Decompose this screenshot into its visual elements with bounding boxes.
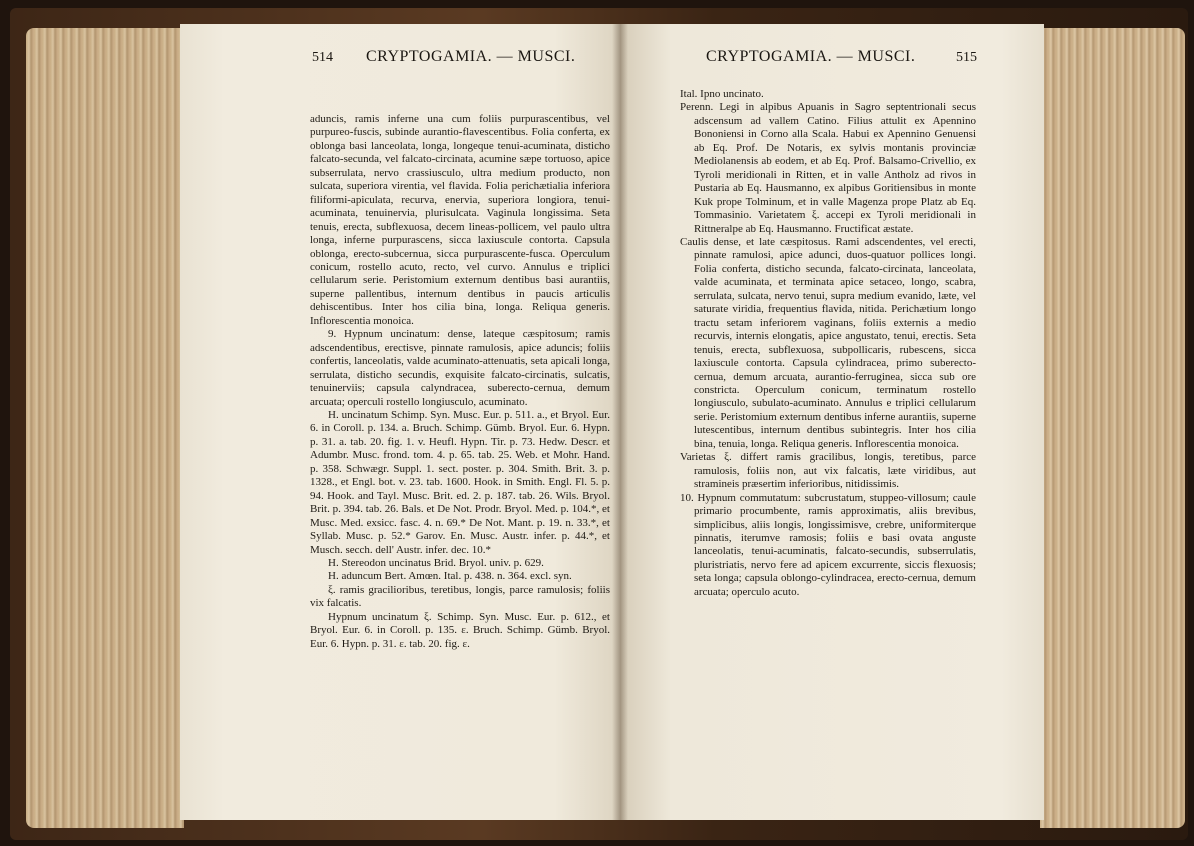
right-running-head: CRYPTOGAMIA. — MUSCI. [706, 48, 916, 65]
left-paragraph-4: H. Stereodon uncinatus Brid. Bryol. univ. p. 629. [328, 556, 544, 569]
left-paragraph-7: Hypnum uncinatum ξ. Schimp. Syn. Musc. Eur. p. 612., et Bryol. Eur. 6. in Coroll. p. 135. ε. Bruch. Schimp. Gümb. Bryol. Eur. 6. Hypn. p. 31. ε. tab. 20. fig. ε. [310, 610, 610, 650]
right-paragraph-3: Caulis dense, et late cæspitosus. Rami adscendentes, vel erecti, pinnate ramulosi, apice adunci, duos-quatuor pollices longi. Folia conferta, disticho secunda, falcato-circinata, lanceolata, valde acuminata, et terminata apice setaceo, longo, scabra, serrulata, sulcata, nervo tenui, supra medium evanido, læte, vel saturate viridia, frequentius flavida, nitida. Perichætium longo tractu setam inferiorem vaginans, foliis externis a medio recurvis, internis elongatis, apice angustato, tenui, erectis. Seta tenuis, erecta, subflexuosa, subpollicaris, rubescens, sicca laxiuscule contorta. Capsula cylindracea, primo suberecto-cernua, demum arcuata, aurantio-ferruginea, sicca sub ore constricta. Operculum conicum, terminatum rostello longiusculo, subulato-acuminato. Annulus e triplici cellularum serie. Peristomium externum dentibus inferne aurantiis, superne lutescentibus, internum dentibus subintegris. Inter hos cilia bina, tenuia, longa. Reliqua generis. Inflorescentia monoica. [680, 235, 976, 450]
left-paragraph-2: 9. Hypnum uncinatum: dense, lateque cæspitosum; ramis adscendentibus, erectisve, pinnate ramulosis, apice aduncis; foliis confertis, lanceolatis, valde acuminato-attenuatis, seta apicali longa, serrulata, disticho secundis, exquisite falcato-circinatis, sulcatis, tenuinerviis; capsula calyndracea, suberecto-cernua, demum arcuata; operculi rostello longiusculo, acuminato. [310, 328, 610, 408]
right-paragraph-2: Perenn. Legi in alpibus Apuanis in Sagro septentrionali secus adscensum ad vallem Catino. Filius attulit ex Apennino Bononiensi in Corno alla Scala. Habui ex Apennino Genuensi ab Eq. Prof. De Notaris, ex sylvis montanis provinciæ Mediolanensis ab eodem, et ab Eq. Prof. Balsamo-Crivellio, ex Tyroli meridionali in Ritten, et in valle Antholz ad rivos in Pustaria ab Eq. Hausmanno, ex alpibus Goritiensibus in monte Kuk prope Tolminum, et in valle Magenza prope Platz ab Eq. Tommasinio. Varietatem ξ. accepi ex Tyroli meridionali in Rittneralpe ab Eq. Hausmanno. Fructificat æstate. [680, 101, 976, 235]
book-gutter [612, 24, 628, 820]
right-paragraph-1: Ital. Ipno uncinato. [680, 88, 764, 100]
left-paragraph-6: ξ. ramis gracilioribus, teretibus, longis, parce ramulosis; foliis vix falcatis. [310, 583, 610, 610]
right-page-number: 515 [956, 50, 977, 65]
left-paragraph-5: H. aduncum Bert. Amœn. Ital. p. 438. n. 364. excl. syn. [328, 570, 572, 583]
left-paragraph-1: aduncis, ramis inferne una cum foliis purpurascentibus, vel purpureo-fuscis, subinde aurantio-flavescentibus. Folia conferta, ex oblonga basi lanceolata, longa, longeque tenui-acuminata, disticho falcato-secunda, vel falcato-circinata, acumine sæpe tortuoso, apice subserrulata, nervo crassiusculo, ultra medium producto, non sulcata, superiora virentia, vel flavida. Folia perichætialia inferiora filiformi-apiculata, recurva, enervia, superiora longiora, tenui-acuminata, tenuinervia, plurisulcata. Vaginula longissima. Seta tenuis, erecta, subflexuosa, decem lineas-pollicem, vel paulo ultra longa, inferne purpurascens, sicca laxiuscule contorta. Capsula oblonga, erecto-subcernua, sicca purpurascente-fusca. Operculum conicum, rostello acuto, recto, vel curvo. Annulus e triplici cellularum serie. Peristomium externum dentibus basi aurantiis, superne pallentibus, internum dentibus in paucis articulis dehiscentibus. Inter hos cilia bina, longa. Reliqua generis. Inflorescentia monoica. [310, 113, 610, 327]
left-running-head: CRYPTOGAMIA. — MUSCI. [366, 48, 576, 65]
left-page-number: 514 [312, 50, 333, 65]
right-paragraph-4: Varietas ξ. differt ramis gracilibus, longis, teretibus, parce ramulosis, foliis non, aut vix falcatis, læte viridibus, aut stramineis præsertim inferioribus, nitidissimis. [680, 451, 976, 491]
left-page-edges [26, 28, 184, 828]
left-paragraph-3: H. uncinatum Schimp. Syn. Musc. Eur. p. 511. a., et Bryol. Eur. 6. in Coroll. p. 134. a. Bruch. Schimp. Gümb. Bryol. Eur. 6. Hypn. p. 31. a. tab. 20. fig. 1. v. Heufl. Hypn. Tir. p. 73. Hedw. Descr. et Adumbr. Musc. frond. tom. 4. p. 65. tab. 25. Web. et Mohr. Hand. p. 358. Schwægr. Suppl. 1. sect. poster. p. 304. Smith. Brit. 3. p. 1328., et Engl. bot. v. 23. tab. 1600. Hook. in Smith. Engl. Fl. 5. p. 94. Hook. and Tayl. Musc. Brit. ed. 2. p. 187. tab. 26. Wils. Bryol. Brit. p. 394. tab. 26. Bals. et De Not. Prodr. Bryol. Med. p. 104.*, et Musc. Med. exsicc. fasc. 4. n. 69.* De Not. Mant. p. 19. n. 33.*, et Syllab. Musc. p. 52.* Garov. En. Musc. Austr. infer. p. 44.*, et Musch. secch. dell' Austr. infer. dec. 10.* [310, 408, 610, 556]
left-page-text [310, 113, 610, 651]
right-paragraph-5: 10. Hypnum commutatum: subcrustatum, stuppeo-villosum; caule primario procumbente, ramis approximatis, aliis brevibus, simplicibus, aliis longis, longissimisve, crebre, uniformiterque pinnatis, iterumve ramosis; foliis e basi ovata anguste lanceolatis, tenui-acuminatis, falcato-secundis, subserrulatis, pluristriatis, nervo fere ad apicem excurrente, siccis flexuosis; seta longa; capsula oblongo-cylindracea, erecto-cernua, demum arcuata; operculo acuto. [680, 491, 976, 598]
right-page-edges [1040, 28, 1185, 828]
right-page-text [680, 88, 976, 599]
